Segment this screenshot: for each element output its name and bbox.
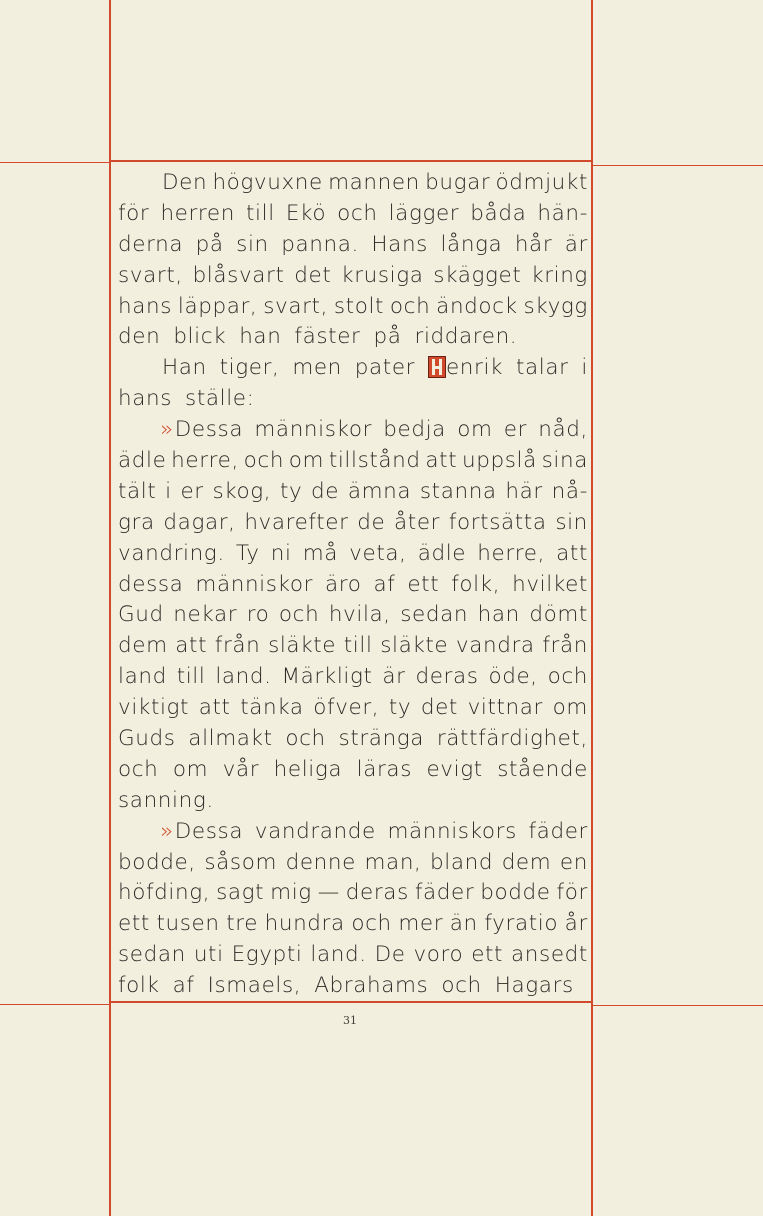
left-margin-rule bbox=[109, 0, 111, 1216]
page-number: 31 bbox=[343, 1014, 357, 1027]
text-line: Den högvuxne mannen bugar ödmjukt bbox=[162, 170, 588, 195]
text-line: »Dessa människor bedja om er nåd, bbox=[160, 417, 588, 443]
text-line: Gud nekar ro och hvila, sedan han dömt bbox=[118, 602, 588, 628]
text-line: ädle herre, och om tillstånd att uppslå sina bbox=[118, 448, 588, 474]
text-line: tält i er skog, ty de ämna stanna här nå- bbox=[118, 478, 588, 504]
text-line: och om vår heliga läras evigt stående bbox=[118, 756, 588, 782]
text-line: Guds allmakt och stränga rättfärdighet, bbox=[118, 726, 588, 752]
text-line: folk af Ismaels, Abrahams och Hagars bbox=[118, 973, 574, 999]
decorated-initial-h bbox=[428, 356, 446, 378]
text-line: höfding, sagt mig — deras fäder bodde för bbox=[118, 880, 588, 906]
top-rule-left bbox=[0, 162, 109, 163]
text-line: vandring. Ty ni må veta, ädle herre, att bbox=[118, 540, 588, 566]
text-line: för herren till Ekö och lägger båda hän- bbox=[118, 200, 588, 226]
text-line: bodde, såsom denne man, bland dem en bbox=[118, 849, 588, 875]
text-line: land till land. Märkligt är deras öde, och bbox=[118, 664, 588, 690]
text-line: hans läppar, svart, stolt och ändock skygg bbox=[118, 293, 588, 319]
bottom-rule-right bbox=[593, 1005, 763, 1006]
text-line: gra dagar, hvarefter de åter fortsätta sin bbox=[118, 509, 588, 535]
text-line: hans ställe: bbox=[118, 386, 255, 412]
bottom-rule-left bbox=[0, 1004, 109, 1005]
text-line: Han tiger, men pater enrik talar i bbox=[162, 355, 588, 381]
text-line: sedan uti Egypti land. De voro ett ansedt bbox=[118, 942, 588, 968]
text-line: derna på sin panna. Hans långa hår är bbox=[118, 231, 588, 257]
body-text bbox=[118, 168, 588, 1002]
text-line: ett tusen tre hundra och mer än fyratio år bbox=[118, 911, 588, 937]
text-line: svart, blåsvart det krusiga skägget kring bbox=[118, 262, 588, 288]
text-line: »Dessa vandrande människors fäder bbox=[160, 818, 588, 844]
text-line: dem att från släkte till släkte vandra från bbox=[118, 633, 588, 659]
text-line: viktigt att tänka öfver, ty det vittnar om bbox=[118, 695, 588, 721]
text-line: den blick han fäster på riddaren. bbox=[118, 324, 518, 350]
top-rule-text bbox=[111, 160, 591, 162]
top-rule-right bbox=[593, 165, 763, 166]
text-line: dessa människor äro af ett folk, hvilket bbox=[118, 571, 588, 597]
right-margin-rule bbox=[591, 0, 593, 1216]
text-line: sanning. bbox=[118, 787, 214, 813]
